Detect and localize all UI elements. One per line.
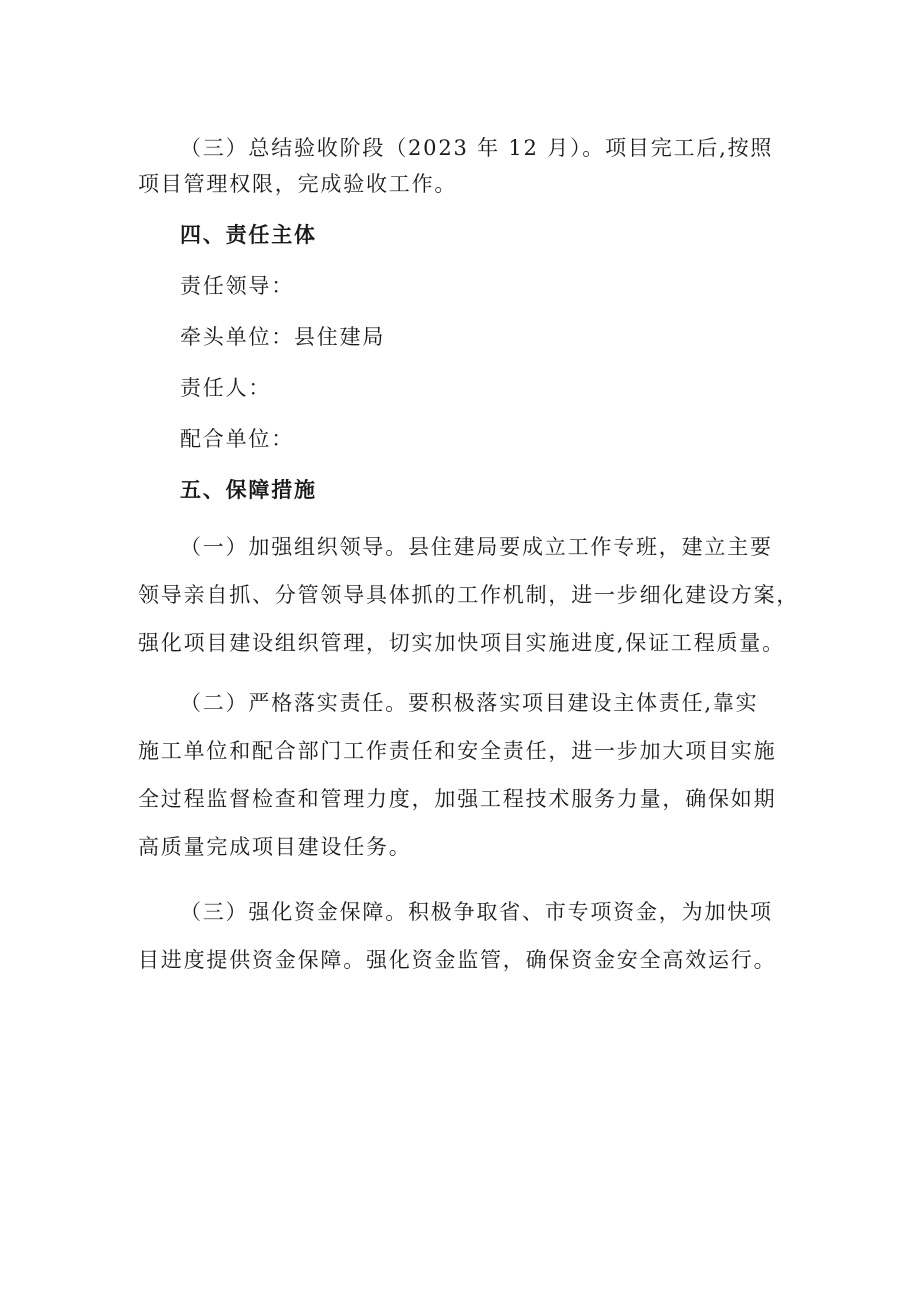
text-line: 施工单位和配合部门工作责任和安全责任，进一步加大项目实施 [138,739,777,763]
measure-paragraph-3 [138,888,802,984]
section-five-heading: 五、保障措施 [180,478,317,502]
text-line: （二）严格落实责任。要积极落实项目建设主体责任,靠实 [180,691,759,715]
text-line: （三）强化资金保障。积极争取省、市专项资金，为加快项 [180,900,773,924]
text-line: （三）总结验收阶段（2023 年 12 月）。项目完工后,按照 [180,136,774,160]
responsible-person-field: 责任人： [180,376,272,400]
lead-unit-field: 牵头单位：县住建局 [180,325,386,349]
text-line: 目进度提供资金保障。强化资金监管，确保资金安全高效运行。 [138,948,777,972]
measure-paragraph-1 [138,523,802,667]
stage-three-paragraph [138,130,802,202]
text-line: 高质量完成项目建设任务。 [138,835,412,859]
document-body [138,130,802,984]
measure-paragraph-2 [138,679,802,871]
text-line: 项目管理权限，完成验收工作。 [138,172,458,196]
responsible-leader-field: 责任领导： [180,274,294,298]
text-line: （一）加强组织领导。县住建局要成立工作专班，建立主要 [180,535,773,559]
text-line: 全过程监督检查和管理力度，加强工程技术服务力量，确保如期 [138,787,777,811]
text-line: 领导亲自抓、分管领导具体抓的工作机制，进一步细化建设方案， [138,583,800,607]
text-line: 强化项目建设组织管理，切实加快项目实施进度,保证工程质量。 [138,631,785,655]
cooperating-unit-field: 配合单位： [180,427,294,451]
section-four-heading: 四、责任主体 [180,223,317,247]
